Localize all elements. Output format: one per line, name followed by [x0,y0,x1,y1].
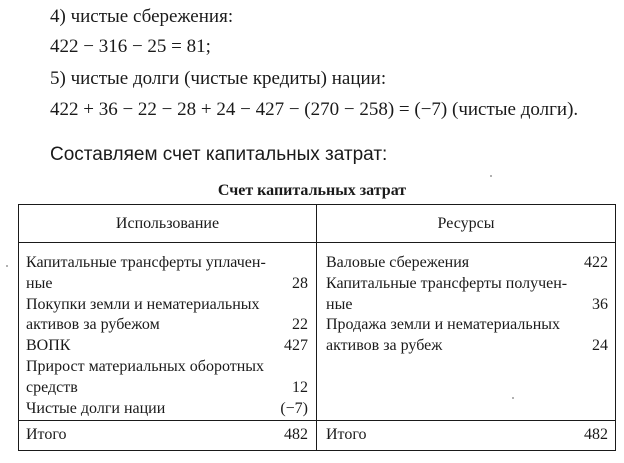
entry-label: Покупки земли и нематериальных [26,295,260,313]
entry-label: Прирост материальных оборотных [26,357,265,375]
total-value: 482 [284,426,308,443]
total-value: 482 [584,426,608,443]
resources-total-row [326,425,608,445]
total-divider [19,420,615,421]
entry-label: Капитальные трансферты получен- [326,274,568,292]
header-divider [19,242,615,243]
section-heading: Составляем счет капитальных затрат: [50,144,388,165]
list-item [326,295,608,316]
uses-entries [26,253,308,419]
list-item [326,315,608,336]
list-item [26,315,308,336]
entry-amount [302,295,308,316]
entry-label: Продажа земли и нематериальных [326,316,561,334]
column-header-uses: Использование [115,215,220,232]
list-item [326,274,608,295]
entry-amount: 422 [584,254,608,271]
entry-label: Чистые долги нации [26,399,166,417]
list-item [26,274,308,295]
list-item [26,357,308,378]
entry-amount: 12 [292,378,308,396]
entry-amount: 36 [592,295,608,313]
entry-label: Капитальные трансферты уплачен- [26,254,266,271]
entry-amount [302,357,308,378]
entry-label: ВОПК [26,337,71,355]
scan-speck [490,175,492,177]
text-line-net-savings: 4) чистые сбережения: [50,6,234,27]
text-line-net-debt-formula: 422 + 36 − 22 − 28 + 24 − 427 − (270 − 258) = (−7) (чистые долги). [50,99,579,120]
entry-label: средств [26,378,78,396]
capital-account-table [18,204,616,451]
entry-label: активов за рубеж [326,337,443,355]
list-item [26,295,308,316]
list-item [26,336,308,357]
entry-label: ные [326,295,353,313]
list-item [26,378,308,399]
total-label: Итого [26,426,67,443]
total-label: Итого [326,426,367,443]
scan-speck [512,397,514,399]
text-line-net-savings-formula: 422 − 316 − 25 = 81; [50,36,211,57]
table-title: Счет капитальных затрат [217,182,407,199]
list-item [326,253,608,274]
entry-amount: (−7) [280,399,308,417]
list-item [326,336,608,357]
column-header-resources: Ресурсы [437,215,495,232]
entry-amount [602,274,608,295]
entry-amount: 24 [592,337,608,355]
entry-label: ные [26,274,53,292]
list-item [26,399,308,420]
scan-speck [6,265,8,267]
entry-amount [602,315,608,336]
entry-amount: 22 [292,316,308,334]
uses-total-row [26,425,308,445]
text-line-net-debt: 5) чистые долги (чистые кредиты) нации: [50,68,387,89]
entry-label: активов за рубежом [26,316,160,334]
resources-entries [326,253,608,357]
list-item [26,253,308,274]
entry-label: Валовые сбережения [326,254,470,271]
entry-amount [302,253,308,274]
entry-amount: 28 [292,274,308,292]
entry-amount: 427 [284,337,308,355]
